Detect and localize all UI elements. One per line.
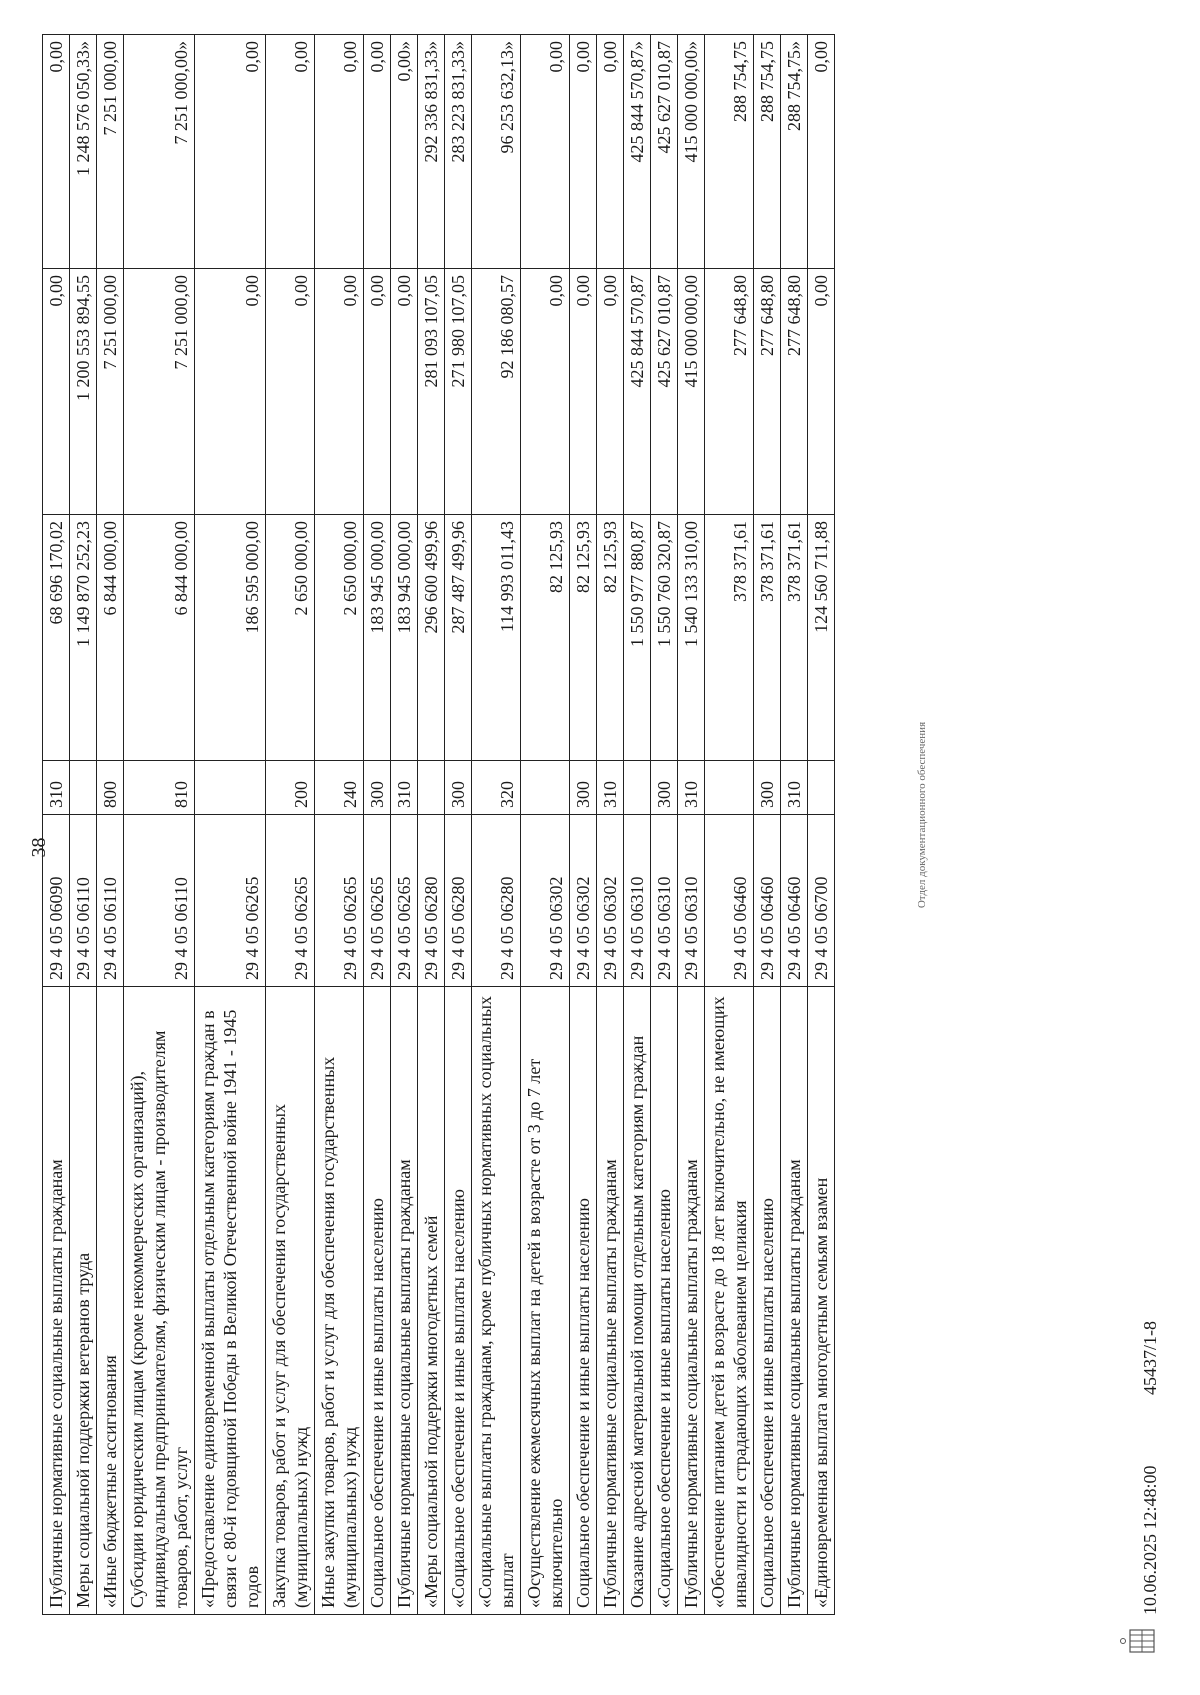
table-row <box>364 35 391 1615</box>
row-value-1: 82 125,93 <box>570 515 597 761</box>
row-name: Меры социальной поддержки ветеранов труда <box>70 987 97 1615</box>
budget-table <box>42 34 835 1615</box>
row-code: 29 4 05 06302 <box>521 815 570 987</box>
row-code: 29 4 05 06460 <box>705 815 754 987</box>
row-value-3: 96 253 632,13» <box>472 35 521 269</box>
row-vr: 310 <box>391 761 418 815</box>
row-value-1: 1 540 133 310,00 <box>678 515 705 761</box>
row-value-1: 82 125,93 <box>521 515 570 761</box>
row-value-2: 277 648,80 <box>705 269 754 515</box>
row-value-1: 378 371,61 <box>754 515 781 761</box>
row-value-1: 1 550 977 880,87 <box>624 515 651 761</box>
row-value-3: 0,00 <box>43 35 70 269</box>
row-value-1: 82 125,93 <box>597 515 624 761</box>
row-name: «Социальное обеспечение и иные выплаты населению <box>651 987 678 1615</box>
row-value-1: 296 600 499,96 <box>418 515 445 761</box>
table-row <box>391 35 418 1615</box>
row-value-1: 68 696 170,02 <box>43 515 70 761</box>
row-vr <box>70 761 97 815</box>
row-vr <box>624 761 651 815</box>
row-code: 29 4 05 06265 <box>315 815 364 987</box>
table-row <box>570 35 597 1615</box>
row-code: 29 4 05 06280 <box>445 815 472 987</box>
row-name: Публичные нормативные социальные выплаты гражданам <box>43 987 70 1615</box>
row-code: 29 4 05 06110 <box>70 815 97 987</box>
page-number: 38 <box>28 837 50 858</box>
row-value-2: 425 627 010,87 <box>651 269 678 515</box>
row-value-3: 7 251 000,00 <box>97 35 124 269</box>
row-value-1: 378 371,61 <box>781 515 808 761</box>
row-value-3: 288 754,75 <box>705 35 754 269</box>
table-row <box>70 35 97 1615</box>
row-value-3: 415 000 000,00» <box>678 35 705 269</box>
row-value-3: 292 336 831,33» <box>418 35 445 269</box>
row-vr: 300 <box>754 761 781 815</box>
row-value-3: 0,00 <box>570 35 597 269</box>
row-value-3: 425 627 010,87 <box>651 35 678 269</box>
row-value-3: 0,00 <box>364 35 391 269</box>
row-name: Публичные нормативные социальные выплаты гражданам <box>781 987 808 1615</box>
row-value-1: 183 945 000,00 <box>364 515 391 761</box>
row-code: 29 4 05 06280 <box>472 815 521 987</box>
table-row <box>624 35 651 1615</box>
table-row <box>445 35 472 1615</box>
row-value-2: 7 251 000,00 <box>124 269 195 515</box>
row-value-3: 1 248 576 050,33» <box>70 35 97 269</box>
row-value-2: 0,00 <box>43 269 70 515</box>
row-vr <box>418 761 445 815</box>
row-code: 29 4 05 06110 <box>124 815 195 987</box>
row-vr: 200 <box>266 761 315 815</box>
row-vr <box>195 761 266 815</box>
row-value-3: 288 754,75» <box>781 35 808 269</box>
row-vr: 300 <box>651 761 678 815</box>
row-value-2: 0,00 <box>597 269 624 515</box>
table-row <box>315 35 364 1615</box>
row-value-2: 7 251 000,00 <box>97 269 124 515</box>
row-code: 29 4 05 06700 <box>808 815 835 987</box>
row-value-2: 277 648,80 <box>781 269 808 515</box>
row-value-2: 92 186 080,57 <box>472 269 521 515</box>
row-name: «Социальное обеспечение и иные выплаты населению <box>445 987 472 1615</box>
row-name: Социальное обеспечение и иные выплаты населению <box>570 987 597 1615</box>
table-row <box>651 35 678 1615</box>
row-value-1: 186 595 000,00 <box>195 515 266 761</box>
row-value-1: 183 945 000,00 <box>391 515 418 761</box>
row-value-2: 0,00 <box>195 269 266 515</box>
row-name: «Меры социальной поддержки многодетных семей <box>418 987 445 1615</box>
row-value-3: 0,00» <box>391 35 418 269</box>
row-vr <box>521 761 570 815</box>
row-name: Закупка товаров, работ и услуг для обеспечения государственных (муниципальных) нужд <box>266 987 315 1615</box>
row-code: 29 4 05 06310 <box>678 815 705 987</box>
row-code: 29 4 05 06265 <box>195 815 266 987</box>
row-code: 29 4 05 06460 <box>781 815 808 987</box>
row-value-1: 124 560 711,88 <box>808 515 835 761</box>
row-value-1: 6 844 000,00 <box>97 515 124 761</box>
row-name: Социальное обеспечение и иные выплаты населению <box>754 987 781 1615</box>
row-vr <box>705 761 754 815</box>
table-row <box>597 35 624 1615</box>
row-value-3: 0,00 <box>266 35 315 269</box>
footer-date: 10.06.2025 12:48:00 <box>1140 1465 1160 1615</box>
row-name: Субсидии юридическим лицам (кроме некоммерческих организаций), индивидуальным предпринимателям, физическим лицам - производителям товаров, работ, услуг <box>124 987 195 1615</box>
row-value-3: 0,00 <box>521 35 570 269</box>
table-row <box>418 35 445 1615</box>
row-value-2: 0,00 <box>808 269 835 515</box>
row-name: «Социальные выплаты гражданам, кроме публичных нормативных социальных выплат <box>472 987 521 1615</box>
row-value-2: 0,00 <box>521 269 570 515</box>
row-value-3: 0,00 <box>597 35 624 269</box>
row-value-1: 2 650 000,00 <box>315 515 364 761</box>
row-value-3: 283 223 831,33» <box>445 35 472 269</box>
row-code: 29 4 05 06280 <box>418 815 445 987</box>
row-value-1: 378 371,61 <box>705 515 754 761</box>
table-row <box>678 35 705 1615</box>
table-row <box>705 35 754 1615</box>
row-vr: 310 <box>43 761 70 815</box>
row-code: 29 4 05 06302 <box>597 815 624 987</box>
row-vr <box>808 761 835 815</box>
document-logo <box>1118 1627 1158 1655</box>
row-name: «Обеспечение питанием детей в возрасте до 18 лет включительно, не имеющих инвалидности и страдающих заболеванием целиакия <box>705 987 754 1615</box>
row-value-3: 7 251 000,00» <box>124 35 195 269</box>
row-value-2: 281 093 107,05 <box>418 269 445 515</box>
row-name: Публичные нормативные социальные выплаты гражданам <box>391 987 418 1615</box>
row-code: 29 4 05 06302 <box>570 815 597 987</box>
row-code: 29 4 05 06265 <box>391 815 418 987</box>
table-body <box>43 35 835 1615</box>
row-vr: 300 <box>570 761 597 815</box>
table-row <box>754 35 781 1615</box>
row-value-3: 288 754,75 <box>754 35 781 269</box>
row-value-1: 114 993 011,43 <box>472 515 521 761</box>
department-stamp: Отдел документационного обеспечения <box>916 721 928 909</box>
row-code: 29 4 05 06110 <box>97 815 124 987</box>
table-row <box>472 35 521 1615</box>
row-value-1: 6 844 000,00 <box>124 515 195 761</box>
table-row <box>521 35 570 1615</box>
row-name: Иные закупки товаров, работ и услуг для обеспечения государственных (муниципальных) нужд <box>315 987 364 1615</box>
row-vr: 810 <box>124 761 195 815</box>
row-vr: 310 <box>781 761 808 815</box>
row-value-2: 0,00 <box>364 269 391 515</box>
row-value-1: 287 487 499,96 <box>445 515 472 761</box>
row-code: 29 4 05 06265 <box>266 815 315 987</box>
row-vr: 240 <box>315 761 364 815</box>
row-name: Публичные нормативные социальные выплаты гражданам <box>597 987 624 1615</box>
footer-doc-number: 45437/1-8 <box>1140 1321 1160 1395</box>
row-value-2: 1 200 553 894,55 <box>70 269 97 515</box>
row-name: Оказание адресной материальной помощи отдельным категориям граждан <box>624 987 651 1615</box>
row-value-3: 0,00 <box>808 35 835 269</box>
row-value-2: 415 000 000,00 <box>678 269 705 515</box>
row-name: «Единовременная выплата многодетным семьям взамен <box>808 987 835 1615</box>
row-name: Социальное обеспечение и иные выплаты населению <box>364 987 391 1615</box>
row-value-2: 0,00 <box>315 269 364 515</box>
table-row <box>266 35 315 1615</box>
table-row <box>195 35 266 1615</box>
row-value-1: 1 550 760 320,87 <box>651 515 678 761</box>
row-value-1: 1 149 870 252,23 <box>70 515 97 761</box>
row-code: 29 4 05 06460 <box>754 815 781 987</box>
table-row <box>43 35 70 1615</box>
row-value-3: 0,00 <box>195 35 266 269</box>
row-value-3: 425 844 570,87» <box>624 35 651 269</box>
row-value-2: 0,00 <box>391 269 418 515</box>
row-name: «Предоставление единовременной выплаты отдельным категориям граждан в связи с 80-й годовщиной Победы в Великой Отечественной войне 1941 - 1945 годов <box>195 987 266 1615</box>
row-code: 29 4 05 06310 <box>624 815 651 987</box>
table-row <box>97 35 124 1615</box>
row-name: «Иные бюджетные ассигнования <box>97 987 124 1615</box>
row-code: 29 4 05 06310 <box>651 815 678 987</box>
row-value-2: 425 844 570,87 <box>624 269 651 515</box>
row-value-2: 271 980 107,05 <box>445 269 472 515</box>
row-vr: 800 <box>97 761 124 815</box>
table-row <box>781 35 808 1615</box>
row-name: Публичные нормативные социальные выплаты гражданам <box>678 987 705 1615</box>
row-vr: 320 <box>472 761 521 815</box>
row-code: 29 4 05 06090 <box>43 815 70 987</box>
table-row <box>124 35 195 1615</box>
row-value-2: 0,00 <box>266 269 315 515</box>
table-row <box>808 35 835 1615</box>
row-vr: 310 <box>678 761 705 815</box>
row-value-3: 0,00 <box>315 35 364 269</box>
row-code: 29 4 05 06265 <box>364 815 391 987</box>
row-vr: 300 <box>445 761 472 815</box>
row-name: «Осуществление ежемесячных выплат на детей в возрасте от 3 до 7 лет включительно <box>521 987 570 1615</box>
row-value-2: 277 648,80 <box>754 269 781 515</box>
row-value-2: 0,00 <box>570 269 597 515</box>
row-vr: 300 <box>364 761 391 815</box>
row-vr: 310 <box>597 761 624 815</box>
row-value-1: 2 650 000,00 <box>266 515 315 761</box>
